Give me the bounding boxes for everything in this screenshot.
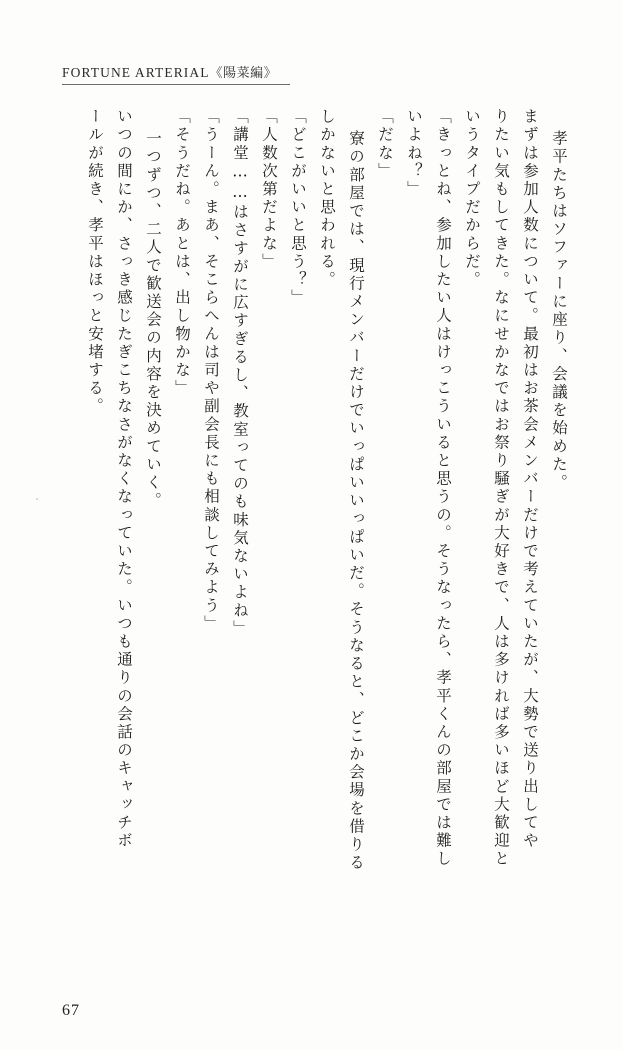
text-line: 「きっとね、参加したい人はけっこういると思うの。そうなったら、孝平くんの部屋では難し xyxy=(434,108,452,869)
text-line: 「そうだね。あとは、出し物かな」 xyxy=(173,108,191,398)
text-line: いつの間にか、さっき感じたぎこちなさがなくなっていた。いつも通りの会話のキャッチボ xyxy=(115,108,133,851)
running-head xyxy=(62,62,277,81)
text-line: まずは参加人数について。最初はお茶会メンバーだけで考えていたが、大勢で送り出してや xyxy=(521,108,539,851)
text-line: いよね？」 xyxy=(405,108,423,199)
text-line: りたい気もしてきた。なにせかなではお祭り騒ぎが大好きで、人は多ければ多いほど大歓迎と xyxy=(492,108,510,869)
text-line: 「講堂……はさすがに広すぎるし、教室ってのも味気ないよね」 xyxy=(231,108,249,638)
vertical-text-body xyxy=(58,108,566,958)
text-line: 一つずつ、二人で歓送会の内容を決めていく。 xyxy=(144,130,162,511)
text-line: 「だな」 xyxy=(376,108,394,181)
page-speck xyxy=(36,498,38,500)
text-line: ールが続き、孝平はほっと安堵する。 xyxy=(86,108,104,416)
text-line: しかないと思われる。 xyxy=(318,108,336,289)
header-rule xyxy=(62,84,290,85)
text-line: いうタイプだからだ。 xyxy=(463,108,481,289)
text-line: 寮の部屋では、現行メンバーだけでいっぱいいっぱいだ。そうなると、どこか会場を借りる xyxy=(347,130,365,873)
text-line: 「人数次第だよな」 xyxy=(260,108,278,271)
text-line: 孝平たちはソファーに座り、会議を始めた。 xyxy=(550,130,568,492)
text-line: 「うーん。まあ、そこらへんは司や副会長にも相談してみよう」 xyxy=(202,108,220,633)
running-head-series: FORTUNE ARTERIAL xyxy=(62,65,210,80)
text-line: 「どこがいいと思う？」 xyxy=(289,108,307,308)
page-number: 67 xyxy=(62,1002,80,1019)
running-head-subtitle: 《陽菜編》 xyxy=(209,66,278,81)
